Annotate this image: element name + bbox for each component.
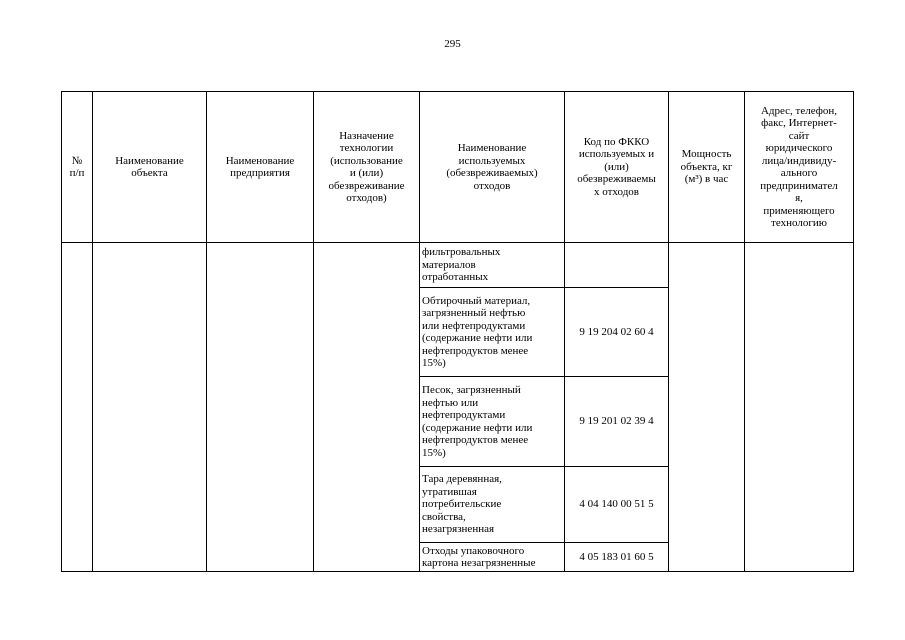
waste-name-text: фильтровальных материалов отработанных <box>422 246 501 284</box>
waste-name-cell <box>420 243 565 288</box>
header-waste-name: Наименование используемых (обезвреживаемых) отходов <box>420 92 565 243</box>
header-capacity: Мощность объекта, кг (м³) в час <box>669 92 745 243</box>
header-enterprise-name: Наименование предприятия <box>207 92 314 243</box>
page-number: 295 <box>444 38 461 50</box>
num-cell <box>62 243 93 572</box>
waste-name-text: Песок, загрязненный нефтью или нефтепродуктами (содержание нефти или нефтепродуктов менее 15%) <box>422 384 533 459</box>
fkko-code-cell <box>565 377 669 467</box>
capacity-cell <box>669 243 745 572</box>
waste-name-text: Обтирочный материал, загрязненный нефтью или нефтепродуктами (содержание нефти или нефтепродуктов менее 15%) <box>422 294 533 369</box>
header-row <box>62 92 854 243</box>
header-object-name: Наименование объекта <box>93 92 207 243</box>
waste-name-cell <box>420 543 565 572</box>
waste-name-cell <box>420 288 565 377</box>
header-address: Адрес, телефон, факс, Интернет- сайт юридического лица/индивиду- ального предпринимател я, применяющего технологию <box>745 92 854 243</box>
fkko-code-text: 4 04 140 00 51 5 <box>579 498 654 511</box>
waste-name-text: Отходы упаковочного картона незагрязненные <box>422 544 536 569</box>
header-fkko-code: Код по ФККО используемых и (или) обезвреживаемы х отходов <box>565 92 669 243</box>
waste-name-text: Тара деревянная, утратившая потребительские свойства, незагрязненная <box>422 473 502 536</box>
fkko-code-text: 9 19 204 02 60 4 <box>579 325 654 338</box>
fkko-code-cell <box>565 288 669 377</box>
waste-technology-table <box>61 91 854 572</box>
fkko-code-cell <box>565 467 669 543</box>
fkko-code-text: 9 19 201 02 39 4 <box>579 415 654 428</box>
waste-name-cell <box>420 467 565 543</box>
object-cell <box>93 243 207 572</box>
fkko-code-cell <box>565 543 669 572</box>
table-row <box>62 243 854 288</box>
address-cell <box>745 243 854 572</box>
enterprise-cell <box>207 243 314 572</box>
fkko-code-text: 4 05 183 01 60 5 <box>579 550 654 563</box>
waste-name-cell <box>420 377 565 467</box>
purpose-cell <box>314 243 420 572</box>
header-technology-purpose: Назначение технологии (использование и (или) обезвреживание отходов) <box>314 92 420 243</box>
fkko-code-cell <box>565 243 669 288</box>
header-num: № п/п <box>62 92 93 243</box>
